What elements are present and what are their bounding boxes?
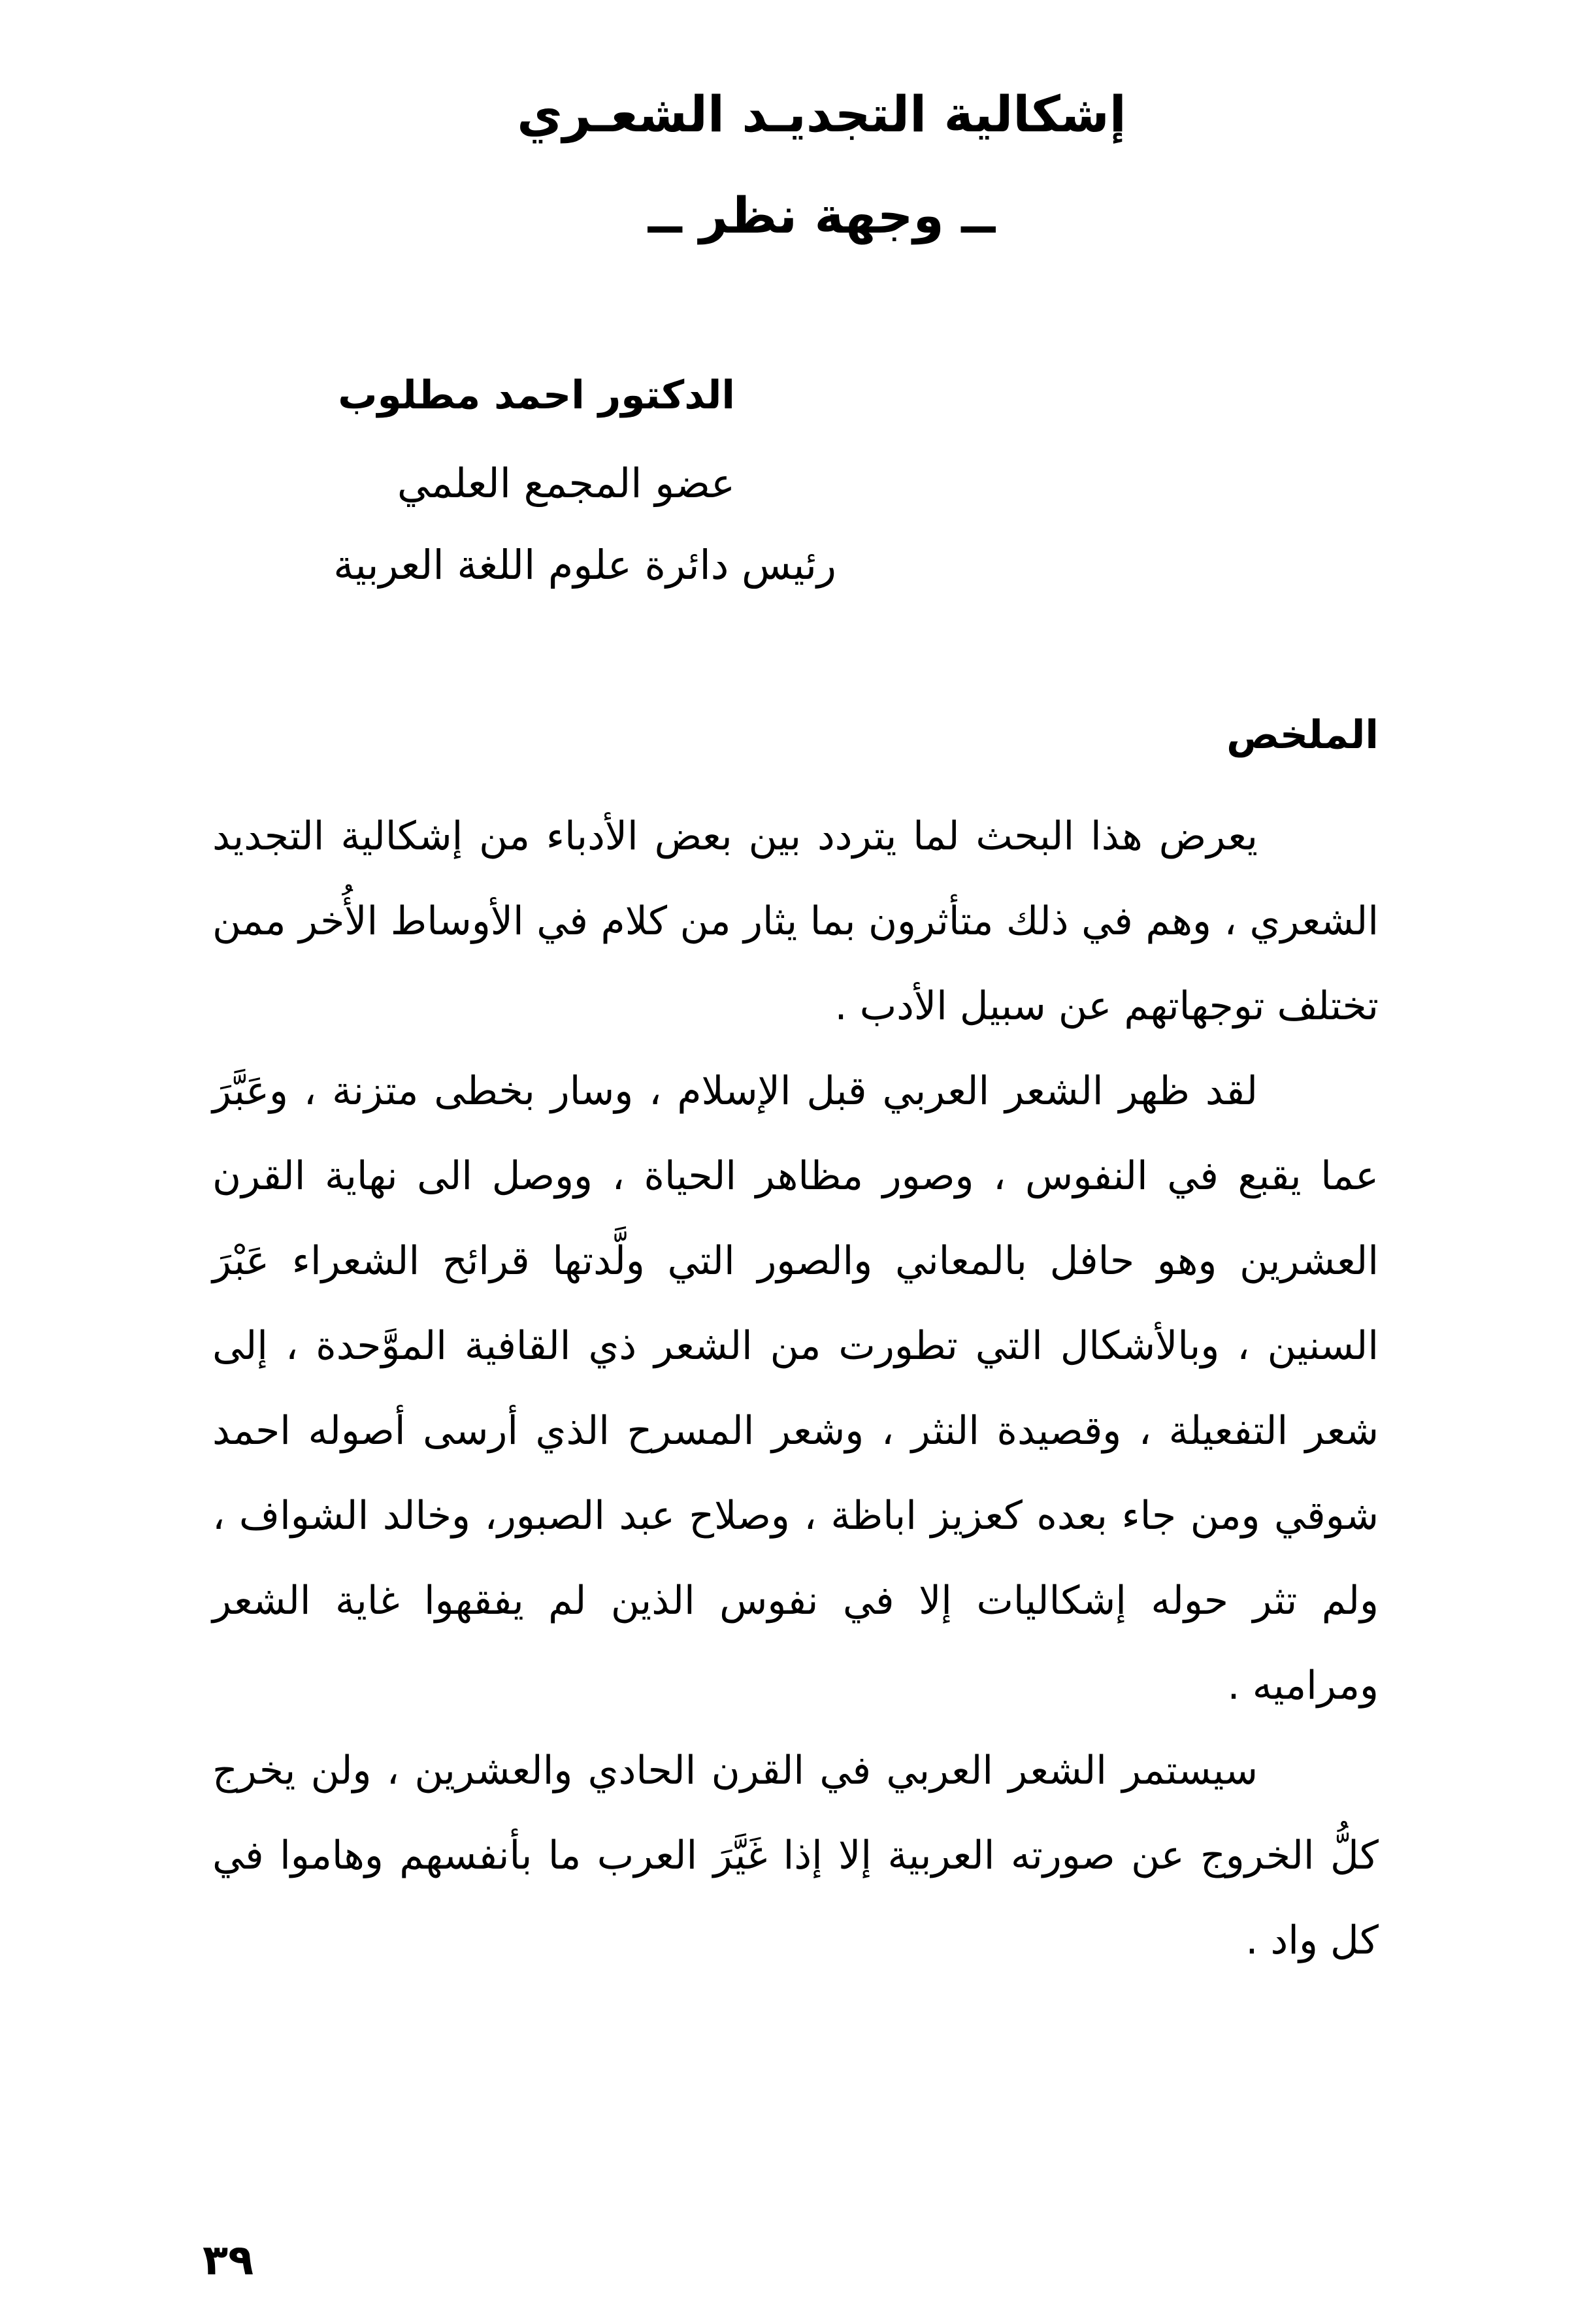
page-number: ٣٩ (203, 2236, 254, 2285)
abstract-paragraph-3: سيستمر الشعر العربي في القرن الحادي والعشرين ، ولن يخرج كلُّ الخروج عن صورته العربية إلا إذا غَيَّرَ العرب ما بأنفسهم وهاموا في كل واد . (212, 1748, 1379, 1963)
abstract-paragraph-2: لقد ظهر الشعر العربي قبل الإسلام ، وسار بخطى متزنة ، وعَبَّرَ عما يقبع في النفوس ، وصور مظاهر الحياة ، ووصل الى نهاية القرن العشرين وهو حافل بالمعاني والصور التي ولَّدتها قرائح الشعراء عَبْرَ السنين ، وبالأشكال التي تطورت من الشعر ذي القافية الموَّحدة ، إلى شعر التفعيلة ، وقصيدة النثر ، وشعر المسرح الذي أرسى أصوله احمد شوقي ومن جاء بعده كعزيز اباظة ، وصلاح عبد الصبور، وخالد الشواف ، ولم تثر حوله إشكاليات إلا في نفوس الذين لم يفقهوا غاية الشعر ومراميه . (212, 1068, 1379, 1709)
abstract-heading: الملخص (1226, 712, 1379, 758)
author-role-academy: عضو المجمع العلمي (397, 459, 735, 507)
author-name: الدكتور احمد مطلوب (338, 372, 735, 418)
abstract-paragraph-1: يعرض هذا البحث لما يتردد بين بعض الأدباء من إشكالية التجديد الشعري ، وهم في ذلك متأثرون بما يثار من كلام في الأوساط الأُخر ممن تختلف توجهاتهم عن سبيل الأدب . (212, 813, 1379, 1029)
article-subtitle: ــ وجهة نظر ــ (648, 186, 996, 244)
article-title: إشكالية التجديـد الشعـري (517, 85, 1126, 143)
author-role-department: رئيس دائرة علوم اللغة العربية (333, 541, 836, 589)
abstract-body (212, 794, 1379, 1983)
